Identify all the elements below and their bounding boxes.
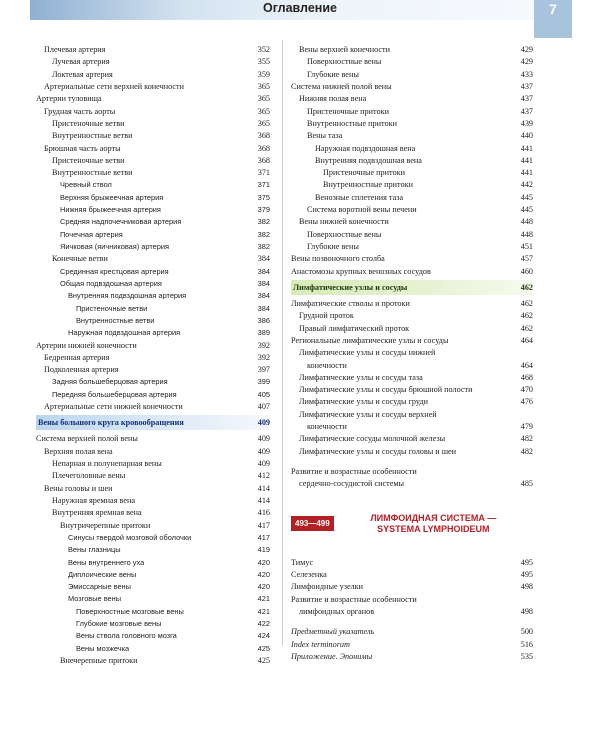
toc-entry-title: Внутричерепные притоки	[60, 520, 151, 530]
toc-entry-page: 462	[520, 282, 533, 292]
toc-entry[interactable]	[291, 478, 533, 490]
toc-entry-title: Почечная артерия	[60, 229, 123, 239]
toc-entry-title: Система воротной вены печени	[307, 205, 417, 215]
spacer	[291, 537, 533, 557]
toc-entry[interactable]	[291, 204, 533, 216]
toc-entry[interactable]	[36, 520, 270, 532]
toc-entry-page: 384	[257, 278, 270, 288]
toc-entry-page: 409	[257, 434, 270, 444]
toc-entry-title: Артериальные сети верхней конечности	[44, 81, 184, 91]
toc-entry-page: 382	[257, 229, 270, 239]
toc-entry-page: 425	[257, 643, 270, 653]
toc-entry-page: 437	[520, 106, 533, 116]
toc-entry-title: Вены головы и шеи	[44, 483, 113, 493]
toc-entry[interactable]	[291, 557, 533, 569]
toc-entry-title: Правый лимфатический проток	[299, 323, 410, 333]
toc-entry[interactable]	[291, 594, 533, 606]
toc-entry-title: Вены большого круга кровообращения	[38, 418, 184, 428]
toc-entry[interactable]	[36, 315, 270, 327]
toc-entry-page: 464	[520, 360, 533, 370]
toc-entry[interactable]	[36, 643, 270, 655]
toc-entry[interactable]	[291, 253, 533, 265]
toc-entry[interactable]	[291, 651, 533, 663]
toc-entry-title: Глубокие мозговые вены	[76, 619, 162, 629]
toc-entry[interactable]	[36, 483, 270, 495]
toc-entry-title: Артерии нижней конечности	[36, 340, 137, 350]
section-title-line: SYSTEMA LYMPHOIDEUM	[377, 523, 490, 534]
toc-entry-title: конечности	[307, 360, 347, 370]
toc-entry-page: 424	[257, 631, 270, 641]
toc-entry-title: Внутренняя яремная вена	[52, 508, 142, 518]
toc-entry[interactable]	[36, 56, 270, 68]
toc-entry-page: 442	[520, 180, 533, 190]
toc-entry-page: 498	[520, 582, 533, 592]
toc-entry-page: 386	[257, 315, 270, 325]
toc-entry[interactable]	[36, 130, 270, 142]
toc-entry-page: 470	[520, 385, 533, 395]
toc-entry[interactable]	[36, 106, 270, 118]
toc-entry[interactable]	[36, 433, 270, 445]
toc-entry[interactable]	[291, 167, 533, 179]
toc-entry-page: 495	[520, 557, 533, 567]
toc-entry-title: конечности	[307, 422, 347, 432]
toc-entry-title: Чревный ствол	[60, 180, 112, 190]
toc-entry[interactable]	[36, 303, 270, 315]
toc-entry-page: 399	[257, 377, 270, 387]
toc-entry-title: Пристеночные притоки	[307, 106, 389, 116]
toc-entry[interactable]	[36, 470, 270, 482]
toc-entry[interactable]	[291, 626, 533, 638]
toc-entry-title: Вены мозжечка	[76, 643, 130, 653]
toc-entry-page: 439	[520, 118, 533, 128]
toc-entry-page: 416	[257, 508, 270, 518]
toc-entry-title: Синусы твердой мозговой оболочки	[68, 532, 192, 542]
toc-entry-title: Index terminorum	[291, 639, 350, 649]
toc-entry[interactable]	[36, 241, 270, 253]
toc-entry-page: 420	[257, 557, 270, 567]
toc-entry-title: Вены нижней конечности	[299, 217, 389, 227]
toc-entry-page: 448	[520, 229, 533, 239]
toc-entry-page: 422	[257, 619, 270, 629]
toc-entry[interactable]	[36, 532, 270, 544]
toc-entry[interactable]	[291, 216, 533, 228]
toc-entry-title: Селезенка	[291, 569, 327, 579]
toc-entry[interactable]	[291, 44, 533, 56]
toc-entry-page: 460	[520, 266, 533, 276]
toc-entry[interactable]	[291, 56, 533, 68]
toc-entry-title: Внутренностные ветви	[52, 168, 133, 178]
toc-entry-page: 392	[257, 352, 270, 362]
toc-entry-page: 448	[520, 217, 533, 227]
toc-entry-title: Непарная и полунепарная вены	[52, 459, 162, 468]
toc-entry-page: 440	[520, 131, 533, 141]
toc-entry[interactable]	[36, 557, 270, 569]
toc-entry-title: Подколенная артерия	[44, 365, 119, 375]
toc-entry-title: Система нижней полой вены	[291, 81, 392, 91]
toc-entry-title: Наружная подвздошная артерия	[68, 328, 181, 338]
toc-entry-title: Внутренностные ветви	[52, 131, 133, 141]
toc-section-entry[interactable]	[36, 415, 270, 430]
toc-entry-title: Глубокие вены	[307, 69, 359, 79]
toc-entry[interactable]	[36, 389, 270, 401]
toc-entry[interactable]	[36, 229, 270, 241]
toc-entry[interactable]	[36, 340, 270, 352]
toc-entry[interactable]	[36, 290, 270, 302]
page-title: Оглавление	[263, 1, 337, 15]
toc-entry[interactable]	[36, 593, 270, 605]
toc-entry[interactable]	[36, 327, 270, 339]
toc-entry-page: 389	[257, 328, 270, 338]
toc-entry-page: 482	[520, 434, 533, 444]
toc-entry[interactable]	[36, 179, 270, 191]
toc-entry[interactable]	[291, 569, 533, 581]
toc-entry-title: Приложение. Эпонимы	[291, 651, 373, 661]
toc-entry-page: 441	[520, 168, 533, 178]
toc-entry-page: 397	[257, 365, 270, 375]
toc-entry-page: 371	[257, 180, 270, 190]
toc-entry-title: Срединная крестцовая артерия	[60, 266, 169, 276]
toc-entry-title: Вены верхней конечности	[299, 45, 390, 54]
toc-entry-page: 407	[257, 402, 270, 412]
toc-entry-title: Развитие и возрастные особенности	[291, 467, 417, 476]
toc-entry-page: 476	[520, 397, 533, 407]
toc-entry[interactable]	[36, 495, 270, 507]
toc-entry-title: Вены внутреннего уха	[68, 557, 145, 567]
toc-entry-title: Плечевая артерия	[44, 45, 106, 54]
toc-entry-title: Предметный указатель	[291, 627, 375, 637]
toc-entry-title: Лимфатические узлы и сосуды	[293, 282, 408, 292]
toc-entry[interactable]	[291, 323, 533, 335]
toc-entry-page: 379	[257, 205, 270, 215]
toc-entry[interactable]	[36, 606, 270, 618]
toc-entry-page: 375	[257, 192, 270, 202]
toc-entry-page: 462	[520, 311, 533, 321]
section-title	[334, 513, 533, 535]
toc-entry-page: 468	[520, 372, 533, 382]
toc-entry-title: Наружная подвздошная вена	[315, 143, 416, 153]
toc-entry-title: Вены ствола головного мозга	[76, 631, 177, 641]
toc-entry-title: Глубокие вены	[307, 242, 359, 251]
toc-entry[interactable]	[291, 384, 533, 396]
toc-entry-page: 384	[257, 254, 270, 264]
toc-entry-title: Лимфатические узлы и сосуды груди	[299, 397, 429, 407]
toc-entry[interactable]	[36, 376, 270, 388]
toc-entry[interactable]	[36, 44, 270, 56]
toc-entry[interactable]	[36, 401, 270, 413]
toc-entry[interactable]	[36, 143, 270, 155]
toc-entry-page: 371	[257, 168, 270, 178]
toc-entry-page: 500	[520, 627, 533, 637]
toc-entry-page: 368	[257, 143, 270, 153]
toc-entry[interactable]	[36, 253, 270, 265]
column-divider	[282, 40, 283, 646]
toc-entry-page: 451	[520, 242, 533, 251]
toc-entry-page: 437	[520, 94, 533, 104]
toc-entry-page: 479	[520, 422, 533, 432]
toc-entry-title: Передняя большеберцовая артерия	[52, 389, 177, 399]
toc-entry[interactable]	[36, 204, 270, 216]
toc-entry-title: Грудная часть аорты	[44, 106, 116, 116]
toc-entry-title: Региональные лимфатические узлы и сосуды	[291, 335, 449, 345]
toc-left-column	[36, 44, 270, 667]
toc-entry[interactable]	[291, 409, 533, 421]
toc-entry-page: 457	[520, 254, 533, 264]
toc-entry[interactable]	[36, 93, 270, 105]
toc-entry-page: 414	[257, 483, 270, 493]
toc-entry-title: Брюшная часть аорты	[44, 143, 121, 153]
toc-entry[interactable]	[291, 155, 533, 167]
toc-entry-title: Лимфатические узлы и сосуды брюшной полости	[299, 385, 473, 395]
toc-entry-title: Тимус	[291, 557, 314, 567]
toc-entry-page: 392	[257, 340, 270, 350]
spacer	[291, 491, 533, 511]
toc-entry-page: 368	[257, 131, 270, 141]
toc-entry-title: Бедренная артерия	[44, 352, 110, 362]
toc-entry-page: 485	[520, 479, 533, 489]
toc-entry[interactable]	[291, 93, 533, 105]
toc-entry[interactable]	[36, 364, 270, 376]
toc-entry[interactable]	[36, 192, 270, 204]
toc-entry[interactable]	[291, 118, 533, 130]
toc-entry[interactable]	[291, 179, 533, 191]
toc-entry-title: Лимфатические сосуды молочной железы	[299, 434, 446, 444]
toc-entry-page: 516	[520, 639, 533, 649]
toc-entry[interactable]	[36, 216, 270, 228]
toc-entry[interactable]	[36, 458, 270, 470]
toc-entry-title: Вены глазницы	[68, 545, 121, 555]
toc-entry-page: 462	[520, 323, 533, 333]
toc-entry-page: 417	[257, 532, 270, 542]
toc-entry-page: 421	[257, 606, 270, 616]
toc-entry-page: 441	[520, 155, 533, 165]
toc-entry-title: Венозные сплетения таза	[315, 192, 404, 202]
toc-entry[interactable]	[36, 507, 270, 519]
toc-entry-title: Пристеночные притоки	[323, 168, 405, 178]
toc-entry[interactable]	[291, 69, 533, 81]
toc-entry-page: 352	[257, 45, 270, 54]
toc-entry-page: 464	[520, 335, 533, 345]
toc-entry-page: 462	[520, 298, 533, 308]
toc-entry[interactable]	[36, 544, 270, 556]
toc-entry-page: 382	[257, 242, 270, 251]
toc-entry-page: 417	[257, 520, 270, 530]
toc-entry[interactable]	[36, 618, 270, 630]
toc-entry-title: Нижняя брыжеечная артерия	[60, 205, 161, 215]
toc-entry-page: 382	[257, 217, 270, 227]
toc-entry-title: сердечно-сосудистой системы	[299, 479, 405, 489]
toc-entry-page: 498	[520, 606, 533, 616]
toc-entry-page: 421	[257, 594, 270, 604]
toc-entry[interactable]	[291, 130, 533, 142]
toc-entry-title: Мозговые вены	[68, 594, 122, 604]
toc-entry-page: 365	[257, 81, 270, 91]
toc-entry-title: Лучевая артерия	[52, 57, 110, 67]
toc-entry[interactable]	[291, 466, 533, 478]
toc-entry-title: Лимфатические узлы и сосуды головы и шеи	[299, 446, 457, 456]
toc-entry-page: 405	[257, 389, 270, 399]
toc-entry[interactable]	[36, 118, 270, 130]
toc-entry-page: 425	[257, 656, 270, 665]
toc-entry-page: 355	[257, 57, 270, 67]
toc-entry-title: Локтевая артерия	[52, 69, 113, 79]
toc-entry[interactable]	[36, 581, 270, 593]
toc-entry-page: 384	[257, 303, 270, 313]
toc-entry-page: 412	[257, 471, 270, 481]
toc-entry[interactable]	[291, 106, 533, 118]
toc-entry-page: 433	[520, 69, 533, 79]
toc-right-column	[291, 44, 533, 663]
toc-entry-page: 359	[257, 69, 270, 79]
toc-entry-page: 365	[257, 118, 270, 128]
toc-entry[interactable]	[36, 630, 270, 642]
toc-entry-title: Система верхней полой вены	[36, 434, 138, 444]
toc-entry-title: Поверхностные мозговые вены	[76, 606, 184, 616]
toc-entry-title: лимфоидных органов	[299, 606, 375, 616]
toc-entry-title: Верхняя брыжеечная артерия	[60, 192, 164, 202]
toc-entry-page: 420	[257, 569, 270, 579]
toc-entry[interactable]	[291, 446, 533, 458]
toc-entry-page: 409	[257, 459, 270, 468]
section-page-range: 493—499	[291, 516, 334, 531]
spacer	[291, 458, 533, 466]
toc-entry-title: Задняя большеберцовая артерия	[52, 377, 168, 387]
toc-entry-page: 368	[257, 155, 270, 165]
toc-entry-title: Пристеночные ветви	[52, 155, 125, 165]
toc-entry-page: 414	[257, 495, 270, 505]
toc-entry-title: Грудной проток	[299, 311, 354, 321]
toc-entry[interactable]	[291, 581, 533, 593]
toc-entry[interactable]	[291, 347, 533, 359]
toc-entry[interactable]	[36, 81, 270, 93]
toc-entry[interactable]	[36, 446, 270, 458]
toc-entry[interactable]	[291, 266, 533, 278]
toc-entry[interactable]	[36, 155, 270, 167]
toc-entry[interactable]	[291, 433, 533, 445]
toc-entry-title: Внутренняя подвздошная вена	[315, 155, 422, 165]
toc-entry-title: Лимфатические узлы и сосуды нижней	[299, 348, 436, 358]
toc-entry-page: 482	[520, 446, 533, 456]
toc-entry-title: Общая подвздошная артерия	[60, 278, 162, 288]
toc-entry-title: Лимфатические стволы и протоки	[291, 298, 410, 308]
toc-entry-title: Артериальные сети нижней конечности	[44, 402, 183, 412]
toc-entry[interactable]	[291, 639, 533, 651]
toc-entry[interactable]	[36, 69, 270, 81]
toc-entry-title: Поверхностные вены	[307, 229, 382, 239]
toc-entry[interactable]	[291, 372, 533, 384]
toc-entry-page: 409	[257, 418, 270, 428]
toc-entry-page: 420	[257, 582, 270, 592]
toc-entry[interactable]	[291, 310, 533, 322]
toc-entry[interactable]	[36, 655, 270, 667]
toc-entry-title: Плечеголовные вены	[52, 471, 126, 481]
toc-entry[interactable]	[291, 606, 533, 618]
toc-entry[interactable]	[291, 229, 533, 241]
toc-entry-page: 437	[520, 81, 533, 91]
toc-entry-page: 445	[520, 205, 533, 215]
toc-entry-title: Лимфоидные узелки	[291, 582, 364, 592]
toc-entry[interactable]	[291, 81, 533, 93]
toc-entry-title: Средняя надпочечниковая артерия	[60, 217, 182, 227]
toc-entry[interactable]	[291, 335, 533, 347]
toc-entry-title: Верхняя полая вена	[44, 446, 113, 456]
toc-entry[interactable]	[291, 143, 533, 155]
toc-entry[interactable]	[291, 421, 533, 433]
toc-entry-title: Поверхностные вены	[307, 57, 382, 67]
toc-entry-title: Анастомозы крупных венозных сосудов	[291, 266, 431, 276]
toc-entry-title: Нижняя полая вена	[299, 94, 367, 104]
toc-entry-title: Артерии туловища	[36, 94, 102, 104]
toc-entry[interactable]	[36, 167, 270, 179]
toc-entry-page: 384	[257, 291, 270, 301]
toc-entry-page: 365	[257, 94, 270, 104]
toc-entry-title: Вены таза	[307, 131, 343, 141]
toc-entry-title: Пристеночные ветви	[76, 303, 148, 313]
toc-entry-title: Диплоические вены	[68, 569, 137, 579]
toc-entry-title: Яичковая (яичниковая) артерия	[60, 242, 170, 251]
page-number: 7	[549, 1, 557, 17]
toc-entry-title: Развитие и возрастные особенности	[291, 594, 417, 604]
toc-entry-page: 429	[520, 45, 533, 54]
toc-entry[interactable]	[291, 360, 533, 372]
toc-entry[interactable]	[291, 298, 533, 310]
toc-entry-title: Лимфатические узлы и сосуды верхней	[299, 409, 437, 419]
toc-entry-page: 445	[520, 192, 533, 202]
toc-entry-page: 384	[257, 266, 270, 276]
spacer	[291, 618, 533, 626]
toc-entry-page: 409	[257, 446, 270, 456]
toc-entry[interactable]	[36, 266, 270, 278]
toc-entry-title: Внечерепные притоки	[60, 656, 138, 665]
toc-entry-page: 441	[520, 143, 533, 153]
toc-entry-title: Пристеночные ветви	[52, 118, 125, 128]
page-number-box	[534, 0, 572, 38]
toc-section-entry[interactable]	[291, 280, 533, 295]
toc-entry-page: 365	[257, 106, 270, 116]
toc-entry[interactable]	[291, 396, 533, 408]
toc-entry-title: Конечные ветви	[52, 254, 108, 264]
toc-entry-page: 495	[520, 569, 533, 579]
toc-entry[interactable]	[36, 569, 270, 581]
toc-entry-title: Вены позвоночного столба	[291, 254, 385, 264]
toc-entry[interactable]	[36, 352, 270, 364]
toc-entry[interactable]	[36, 278, 270, 290]
toc-entry-page: 429	[520, 57, 533, 67]
toc-entry[interactable]	[291, 192, 533, 204]
toc-entry-title: Лимфатические узлы и сосуды таза	[299, 372, 423, 382]
section-title-line: ЛИМФОИДНАЯ СИСТЕМА —	[370, 512, 497, 523]
section-heading	[291, 513, 533, 535]
toc-entry-page: 535	[520, 651, 533, 661]
toc-entry-title: Внутренностные притоки	[323, 180, 413, 190]
toc-entry-title: Эмиссарные вены	[68, 582, 131, 592]
toc-entry-title: Внутренняя подвздошная артерия	[68, 291, 187, 301]
toc-entry-title: Внутренностные ветви	[76, 315, 155, 325]
toc-entry-page: 419	[257, 545, 270, 555]
toc-entry-title: Внутренностные притоки	[307, 118, 397, 128]
toc-entry-title: Наружная яремная вена	[52, 495, 135, 505]
toc-entry[interactable]	[291, 241, 533, 253]
